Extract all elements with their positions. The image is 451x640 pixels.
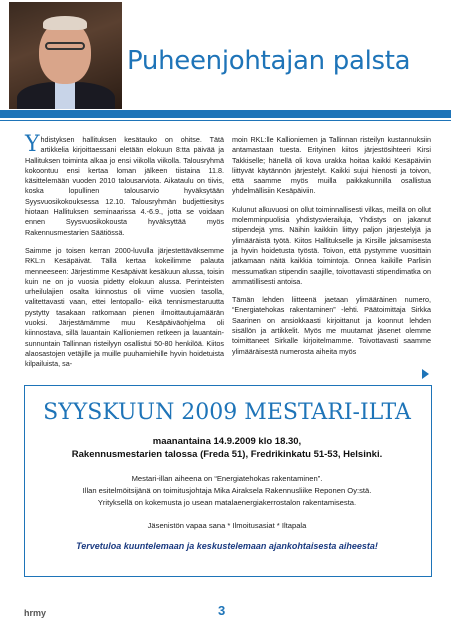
event-agenda: Jäsenistön vapaa sana * Ilmoitusasiat * Iltapala bbox=[147, 521, 307, 530]
author-photo bbox=[9, 2, 122, 109]
event-title: SYYSKUUN 2009 MESTARI-ILTA bbox=[43, 400, 411, 425]
event-date: maanantaina 14.9.2009 klo 18.30, bbox=[152, 436, 302, 447]
article-column-1 bbox=[25, 132, 224, 378]
page-number: 3 bbox=[218, 603, 226, 618]
event-welcome: Tervetuloa kuuntelemaan ja keskustelemaan ajankohtaisesta aiheesta! bbox=[76, 541, 378, 551]
article-paragraph: moin RKL:lle Kallioniemen ja Tallinnan risteilyn kustannuksiin antamastaan tuesta. Erityinen kiitos järjestösihteeri Kirsi Takkiselle; hänellä oli kova urakka hoitaa kaikki Kesäpäiviin liittyvät käytännön järjestelyt. Kaikki sujui hienosti ja toivon, että saamme myös muilla paikkakunnilla osallistua yhdelmällisiin Kesäpäiviin. bbox=[232, 135, 431, 196]
event-location: Rakennusmestarien talossa (Freda 51), Fredrikinkatu 51-53, Helsinki. bbox=[71, 449, 383, 460]
event-topic: Mestari-illan aiheena on “Energiatehokas rakentaminen”. bbox=[131, 474, 323, 483]
paragraph-text: hdistyksen hallituksen kesätauko on ohitse. Tätä artikkelia kirjoittaessani eletään elokuun 8:tta päivää ja Hallituksen toiminta alkaa jo ensi viikolla viikolla. Talousryhmä kokoontuu ensi kertaa loman jälkeen tiistaina 11.8. käsittelemään vuoden 2010 talousarviota. Aikataulu on tiivis, koska lopullinen talousarvio hyväksytään Syysvuosikokouksessa 12.10. Talousryhmän budjettiesitys hiotaan Hallituksen seminaarissa 4.-6.9., jotta se voidaan ennen Syysvuosikokousta hyväksyttää myös Rakennusmestarien Säätiössä. bbox=[25, 135, 224, 237]
event-company: Yrityksellä on kokemusta jo usean matalaenergiakerrostalon rakentamisesta. bbox=[97, 498, 357, 507]
article-paragraph bbox=[25, 132, 224, 238]
event-box bbox=[24, 385, 432, 577]
article-paragraph: Kulunut alkuvuosi on ollut toiminnallisesti vilkas, meillä on ollut molemminpuolisia yhdistysvierailuja, Yhdistys on jakanut stipendejä yms. Näihin kaikkiin liittyy paljon järjestelyjä ja ylimääräistä työtä. Kiitos Hallitukselle ja Kirsille jaksamisesta ja hyvin hoidetusta työstä. Toivon, että pystymme vuosittain jatkamaan näitä kaikkia toimintoja. Onnea kaikille Parlisin messumatkan stipendin saajille, toivottavasti stipendimatka on ammatillisesti antoisa. bbox=[232, 204, 431, 286]
continue-arrow-icon bbox=[422, 369, 429, 379]
article-paragraph: Saimme jo toisen kerran 2000-luvulla järjestettäväksemme RKL:n Kesäpäivät. Tällä kertaa kokeilimme palauta menneeseen: Järjestimme Kesäpäivät kesäkuun alussa, toisin kuin ne on jo vuosia pidetty elokuun alussa. Perinteisten urheilulajien osalta kiinnostus oli viime vuosien tasolla, valitettavasti vaan, ettei lentopallo- eikä tennismestaruutta pystytty tasakaan ratkomaan pienen ilmoittautujamäärän vuoksi. Järjestämämme muu Kesäpäiväohjelma oli kiinnostava, sillä lauantain Kallioniemen retkeen ja lauantain-sunnuntain Tallinnan risteilyyn osallistui 50-80 henkilöä. Kiitos alaosastojen vetäjille ja muille puuhamiehille hyvin hoidetuista kilpailuista, sa- bbox=[25, 245, 224, 369]
drop-cap: Y bbox=[25, 132, 40, 157]
event-speaker: Illan esitelmöitsijänä on toimitusjohtaja Mika Airaksela Rakennusliike Reponen Oy:stä. bbox=[82, 486, 372, 495]
header-divider-thin bbox=[0, 120, 451, 121]
article-column-2 bbox=[232, 135, 431, 365]
page-title: Puheenjohtajan palsta bbox=[127, 46, 411, 76]
article-paragraph: Tämän lehden liitteenä jaetaan ylimääräinen numero, “Energiatehokas rakentaminen” -lehti. Päätoimittaja Sirkka Saarinen on ansiokkaasti kirjoittanut ja koonnut lehden sisällön ja artikkelit. Myös me muutamat jäsenet olemme toimittaneet Sirkalle kirjoitelmamme. Toivottavasti saamme ylimääräisestä numerosta aiheita myös bbox=[232, 295, 431, 356]
header-divider bbox=[0, 110, 451, 118]
footer-brand: hrmy bbox=[24, 608, 47, 618]
